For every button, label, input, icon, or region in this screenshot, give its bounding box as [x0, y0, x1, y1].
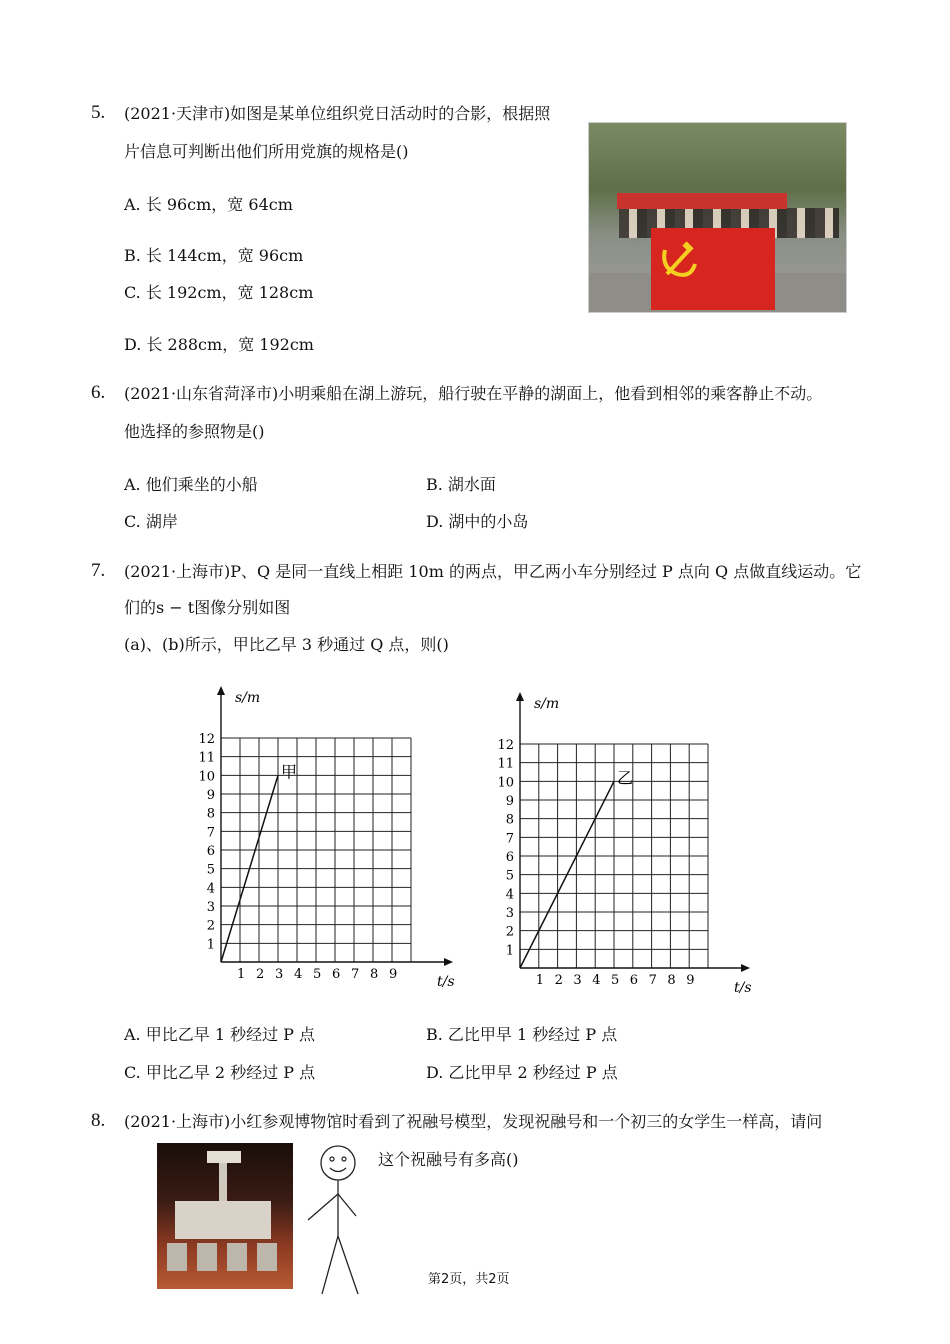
question-7-text-line3: (a)、(b)所示，甲比乙早 3 秒通过 Q 点，则() — [124, 635, 449, 654]
y-axis-label: s/m — [235, 690, 261, 706]
question-5-text-line1: (2021·天津市)如图是某单位组织党日活动时的合影，根据照 — [124, 104, 551, 123]
zhurong-rover-photo — [157, 1143, 293, 1289]
y-tick-label: 7 — [206, 825, 215, 841]
y-tick-label: 9 — [505, 794, 514, 809]
y-tick-label: 11 — [497, 756, 514, 772]
question-5-option-b[interactable]: B. 长 144cm，宽 96cm — [124, 246, 304, 265]
x-tick-label: 5 — [313, 967, 322, 982]
y-tick-label: 7 — [505, 831, 514, 847]
x-tick-label: 9 — [389, 967, 398, 982]
y-tick-label: 6 — [505, 850, 514, 865]
y-tick-label: 5 — [206, 862, 215, 878]
y-tick-label: 5 — [505, 868, 514, 884]
y-tick-label: 2 — [206, 918, 215, 934]
y-tick-label: 3 — [206, 900, 215, 915]
question-5-text-line2: 片信息可判断出他们所用党旗的规格是() — [124, 142, 409, 161]
y-tick-label: 1 — [206, 937, 215, 953]
x-axis-arrow — [741, 964, 750, 972]
x-axis-label: t/s — [734, 980, 752, 996]
hammer-sickle-icon — [651, 228, 775, 310]
y-tick-label: 1 — [505, 943, 514, 959]
y-tick-label: 11 — [198, 750, 215, 766]
party-flag-group-photo — [588, 122, 847, 313]
party-flag — [651, 228, 775, 310]
y-tick-label: 8 — [206, 806, 215, 822]
question-7-option-b[interactable]: B. 乙比甲早 1 秒经过 P 点 — [426, 1025, 618, 1044]
x-tick-label: 3 — [573, 973, 582, 988]
st-graph-b — [497, 692, 751, 996]
series-label: 甲 — [281, 762, 298, 782]
question-5-number: 5. — [91, 102, 106, 123]
page-footer: 第2页，共2页 — [428, 1272, 510, 1287]
x-tick-label: 7 — [648, 973, 657, 988]
question-6-text-line2: 他选择的参照物是() — [124, 422, 265, 441]
x-tick-label: 2 — [554, 973, 563, 988]
question-6-option-d[interactable]: D. 湖中的小岛 — [426, 512, 529, 531]
x-tick-label: 4 — [294, 967, 303, 982]
question-7-text-line1: (2021·上海市)P、Q 是同一直线上相距 10m 的两点，甲乙两小车分别经过 P 点向 Q 点做直线运动。它 — [124, 562, 862, 581]
x-axis-arrow — [444, 958, 453, 966]
question-6-text-line1: (2021·山东省菏泽市)小明乘船在湖上游玩，船行驶在平静的湖面上，他看到相邻的乘客静止不动。 — [124, 384, 823, 403]
x-tick-label: 9 — [686, 973, 695, 988]
x-tick-label: 8 — [667, 973, 676, 988]
question-6-option-b[interactable]: B. 湖水面 — [426, 475, 496, 494]
x-tick-label: 2 — [256, 967, 265, 982]
y-tick-label: 6 — [206, 844, 215, 859]
photo-banner — [617, 193, 787, 209]
x-tick-label: 6 — [332, 967, 341, 982]
question-7-option-c[interactable]: C. 甲比乙早 2 秒经过 P 点 — [124, 1063, 316, 1082]
x-tick-label: 4 — [592, 973, 601, 988]
st-graphs — [190, 680, 770, 1000]
y-tick-label: 10 — [497, 775, 514, 791]
question-5-option-c[interactable]: C. 长 192cm，宽 128cm — [124, 283, 314, 302]
series-label: 乙 — [617, 768, 634, 788]
x-tick-label: 1 — [237, 967, 246, 982]
x-tick-label: 6 — [629, 973, 639, 988]
question-6-number: 6. — [91, 382, 106, 403]
y-tick-label: 9 — [206, 788, 215, 803]
question-7-option-a[interactable]: A. 甲比乙早 1 秒经过 P 点 — [124, 1025, 316, 1044]
rover-wheels — [167, 1243, 283, 1271]
y-tick-label: 12 — [198, 732, 215, 747]
x-tick-label: 8 — [370, 967, 379, 982]
question-6-option-a[interactable]: A. 他们乘坐的小船 — [124, 475, 258, 494]
question-7-option-d[interactable]: D. 乙比甲早 2 秒经过 P 点 — [426, 1063, 618, 1082]
y-axis-label: s/m — [534, 696, 560, 712]
question-6-option-c[interactable]: C. 湖岸 — [124, 512, 178, 531]
x-tick-label: 7 — [351, 967, 360, 982]
x-tick-label: 5 — [611, 973, 620, 988]
x-tick-label: 1 — [535, 973, 545, 988]
y-tick-label: 4 — [206, 881, 215, 897]
question-5-option-d[interactable]: D. 长 288cm，宽 192cm — [124, 335, 314, 354]
y-tick-label: 3 — [505, 906, 514, 921]
y-tick-label: 10 — [198, 769, 215, 785]
x-axis-label: t/s — [437, 974, 455, 990]
question-8-number: 8. — [91, 1110, 106, 1131]
y-tick-label: 8 — [505, 812, 514, 828]
y-tick-label: 2 — [505, 924, 514, 940]
question-5-option-a[interactable]: A. 长 96cm，宽 64cm — [124, 195, 293, 214]
st-graph-a — [198, 686, 454, 990]
y-tick-label: 4 — [505, 887, 514, 903]
question-7-number: 7. — [91, 560, 106, 581]
stick-figure-student — [300, 1138, 370, 1298]
question-8-text-line1: (2021·上海市)小红参观博物馆时看到了祝融号模型，发现祝融号和一个初三的女学生一样高，请问 — [124, 1112, 823, 1131]
x-tick-label: 3 — [275, 967, 284, 982]
question-7-text-line2: 们的s − t图像分别如图 — [124, 598, 291, 617]
question-8-text-line2: 这个祝融号有多高() — [378, 1150, 519, 1169]
y-axis-arrow — [217, 686, 225, 695]
rover-head — [207, 1151, 241, 1163]
y-axis-arrow — [516, 692, 524, 701]
rover-body — [175, 1201, 271, 1239]
y-tick-label: 12 — [497, 738, 514, 753]
